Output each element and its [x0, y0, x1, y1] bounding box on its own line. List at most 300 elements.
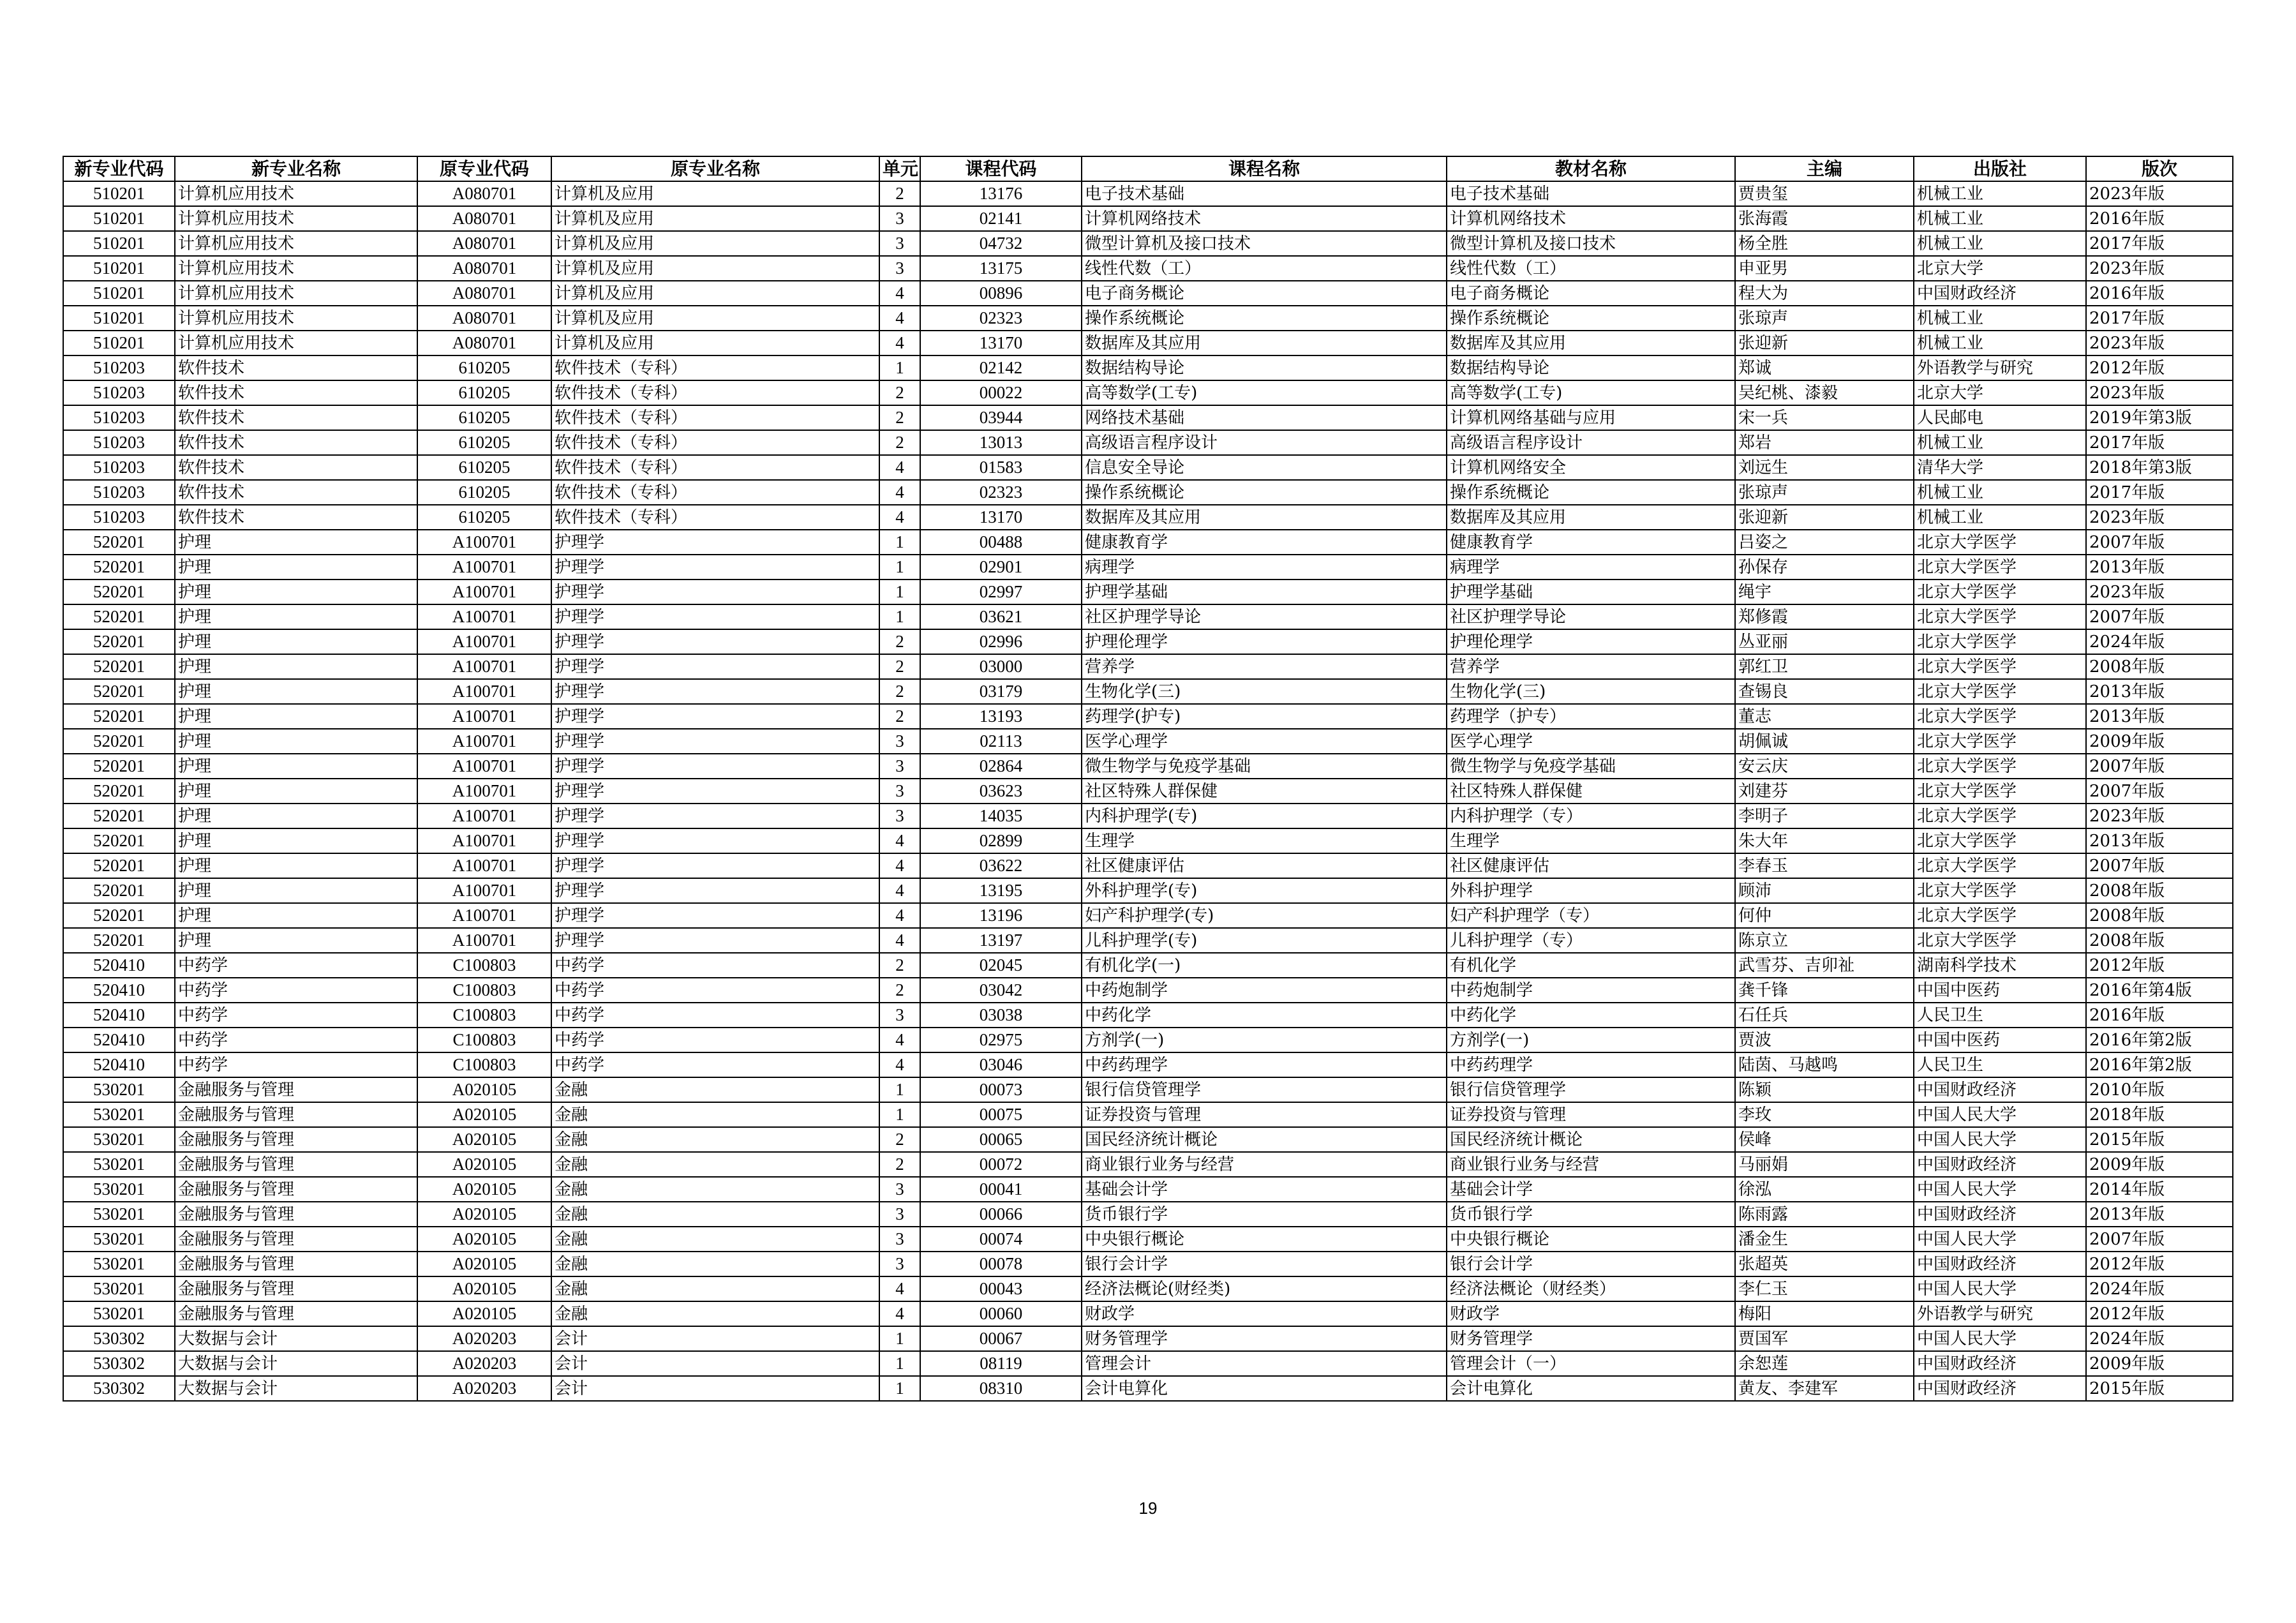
cell-editor: 申亚男: [1735, 256, 1914, 281]
cell-old-major-code: A100701: [417, 903, 551, 928]
cell-old-major-name: 护理学: [551, 654, 879, 679]
cell-old-major-code: 610205: [417, 455, 551, 480]
cell-publisher: 北京大学医学: [1914, 779, 2086, 804]
cell-textbook-name: 微型计算机及接口技术: [1447, 231, 1735, 256]
cell-course-name: 中央银行概论: [1082, 1227, 1447, 1252]
cell-unit: 4: [879, 331, 920, 355]
table-row: [63, 355, 2233, 380]
cell-publisher: 北京大学医学: [1914, 604, 2086, 629]
cell-new-major-code: 530201: [63, 1177, 175, 1202]
cell-new-major-name: 软件技术: [175, 505, 417, 530]
header-new-major-name: 新专业名称: [175, 156, 417, 181]
cell-publisher: 中国人民大学: [1914, 1227, 2086, 1252]
cell-course-name: 信息安全导论: [1082, 455, 1447, 480]
cell-old-major-code: A080701: [417, 181, 551, 206]
cell-course-code: 00043: [920, 1276, 1082, 1301]
table-row: [63, 604, 2233, 629]
cell-new-major-code: 530201: [63, 1102, 175, 1127]
cell-old-major-code: A100701: [417, 804, 551, 828]
cell-course-name: 商业银行业务与经营: [1082, 1152, 1447, 1177]
cell-course-name: 药理学(护专): [1082, 704, 1447, 729]
cell-unit: 4: [879, 1028, 920, 1052]
cell-old-major-name: 中药学: [551, 1028, 879, 1052]
cell-publisher: 北京大学医学: [1914, 903, 2086, 928]
cell-course-code: 13193: [920, 704, 1082, 729]
cell-old-major-code: A020203: [417, 1376, 551, 1401]
cell-publisher: 北京大学医学: [1914, 580, 2086, 604]
cell-new-major-code: 510201: [63, 306, 175, 331]
cell-textbook-name: 数据结构导论: [1447, 355, 1735, 380]
table-row: [63, 704, 2233, 729]
cell-editor: 郭红卫: [1735, 654, 1914, 679]
cell-old-major-name: 护理学: [551, 530, 879, 555]
cell-edition: 2017年版: [2086, 480, 2233, 505]
cell-textbook-name: 高等数学(工专): [1447, 380, 1735, 405]
cell-publisher: 北京大学医学: [1914, 729, 2086, 754]
cell-edition: 2017年版: [2086, 430, 2233, 455]
cell-editor: 武雪芬、吉卯祉: [1735, 953, 1914, 978]
cell-publisher: 北京大学医学: [1914, 530, 2086, 555]
cell-edition: 2016年第4版: [2086, 978, 2233, 1003]
cell-textbook-name: 医学心理学: [1447, 729, 1735, 754]
cell-edition: 2008年版: [2086, 654, 2233, 679]
cell-edition: 2023年版: [2086, 505, 2233, 530]
cell-textbook-name: 生物化学(三): [1447, 679, 1735, 704]
cell-new-major-code: 520201: [63, 878, 175, 903]
cell-course-code: 02864: [920, 754, 1082, 779]
cell-course-code: 00072: [920, 1152, 1082, 1177]
cell-new-major-name: 中药学: [175, 1052, 417, 1077]
cell-publisher: 人民邮电: [1914, 405, 2086, 430]
table-row: [63, 779, 2233, 804]
cell-new-major-code: 520201: [63, 704, 175, 729]
cell-editor: 董志: [1735, 704, 1914, 729]
cell-course-code: 04732: [920, 231, 1082, 256]
cell-old-major-code: A020105: [417, 1102, 551, 1127]
header-textbook-name: 教材名称: [1447, 156, 1735, 181]
cell-publisher: 中国中医药: [1914, 978, 2086, 1003]
cell-editor: 孙保存: [1735, 555, 1914, 580]
cell-course-code: 00488: [920, 530, 1082, 555]
cell-edition: 2007年版: [2086, 604, 2233, 629]
cell-textbook-name: 内科护理学（专）: [1447, 804, 1735, 828]
cell-new-major-code: 510201: [63, 331, 175, 355]
cell-old-major-name: 中药学: [551, 978, 879, 1003]
cell-old-major-code: A100701: [417, 754, 551, 779]
cell-editor: 刘远生: [1735, 455, 1914, 480]
cell-new-major-code: 510201: [63, 256, 175, 281]
cell-editor: 郑修霞: [1735, 604, 1914, 629]
cell-textbook-name: 社区健康评估: [1447, 853, 1735, 878]
cell-old-major-name: 计算机及应用: [551, 281, 879, 306]
cell-unit: 2: [879, 654, 920, 679]
table-row: [63, 455, 2233, 480]
cell-publisher: 北京大学医学: [1914, 804, 2086, 828]
cell-course-name: 中药药理学: [1082, 1052, 1447, 1077]
cell-textbook-name: 财政学: [1447, 1301, 1735, 1326]
cell-old-major-code: A020105: [417, 1077, 551, 1102]
cell-edition: 2012年版: [2086, 1252, 2233, 1276]
cell-unit: 3: [879, 256, 920, 281]
cell-textbook-name: 社区特殊人群保健: [1447, 779, 1735, 804]
table-row: [63, 405, 2233, 430]
cell-new-major-code: 520201: [63, 580, 175, 604]
cell-new-major-code: 520201: [63, 654, 175, 679]
cell-course-name: 中药化学: [1082, 1003, 1447, 1028]
cell-course-name: 妇产科护理学(专): [1082, 903, 1447, 928]
cell-editor: 李春玉: [1735, 853, 1914, 878]
cell-editor: 陈雨露: [1735, 1202, 1914, 1227]
table-row: [63, 430, 2233, 455]
cell-new-major-code: 520410: [63, 953, 175, 978]
cell-textbook-name: 管理会计（一）: [1447, 1351, 1735, 1376]
cell-old-major-code: 610205: [417, 355, 551, 380]
cell-textbook-name: 操作系统概论: [1447, 306, 1735, 331]
cell-edition: 2023年版: [2086, 580, 2233, 604]
cell-old-major-code: A100701: [417, 604, 551, 629]
cell-old-major-name: 软件技术（专科）: [551, 480, 879, 505]
cell-publisher: 中国财政经济: [1914, 1202, 2086, 1227]
cell-edition: 2023年版: [2086, 380, 2233, 405]
cell-unit: 4: [879, 928, 920, 953]
cell-new-major-name: 护理: [175, 903, 417, 928]
cell-new-major-name: 中药学: [175, 1003, 417, 1028]
cell-course-name: 内科护理学(专): [1082, 804, 1447, 828]
cell-old-major-code: A080701: [417, 231, 551, 256]
cell-old-major-code: C100803: [417, 1052, 551, 1077]
cell-edition: 2015年版: [2086, 1376, 2233, 1401]
cell-textbook-name: 操作系统概论: [1447, 480, 1735, 505]
cell-old-major-name: 护理学: [551, 555, 879, 580]
cell-publisher: 北京大学医学: [1914, 704, 2086, 729]
cell-new-major-code: 520410: [63, 1052, 175, 1077]
cell-new-major-code: 520201: [63, 928, 175, 953]
cell-old-major-name: 护理学: [551, 580, 879, 604]
cell-textbook-name: 电子商务概论: [1447, 281, 1735, 306]
cell-new-major-name: 计算机应用技术: [175, 181, 417, 206]
cell-editor: 刘建芬: [1735, 779, 1914, 804]
cell-old-major-code: A020105: [417, 1152, 551, 1177]
cell-old-major-code: A080701: [417, 331, 551, 355]
cell-unit: 1: [879, 355, 920, 380]
cell-old-major-name: 金融: [551, 1227, 879, 1252]
table-row: [63, 1052, 2233, 1077]
cell-publisher: 机械工业: [1914, 306, 2086, 331]
cell-new-major-name: 软件技术: [175, 455, 417, 480]
cell-new-major-name: 中药学: [175, 978, 417, 1003]
cell-unit: 2: [879, 679, 920, 704]
cell-old-major-name: 软件技术（专科）: [551, 455, 879, 480]
page-number: 19: [1138, 1499, 1158, 1518]
cell-publisher: 中国人民大学: [1914, 1177, 2086, 1202]
cell-edition: 2013年版: [2086, 555, 2233, 580]
cell-course-code: 00022: [920, 380, 1082, 405]
cell-editor: 李仁玉: [1735, 1276, 1914, 1301]
table-body: [63, 181, 2233, 1401]
cell-publisher: 清华大学: [1914, 455, 2086, 480]
cell-course-code: 02899: [920, 828, 1082, 853]
cell-course-name: 病理学: [1082, 555, 1447, 580]
cell-publisher: 北京大学医学: [1914, 555, 2086, 580]
cell-new-major-code: 530201: [63, 1077, 175, 1102]
cell-publisher: 外语教学与研究: [1914, 1301, 2086, 1326]
table-row: [63, 654, 2233, 679]
cell-course-name: 营养学: [1082, 654, 1447, 679]
cell-edition: 2016年第2版: [2086, 1052, 2233, 1077]
table-row: [63, 729, 2233, 754]
header-old-major-name: 原专业名称: [551, 156, 879, 181]
cell-course-name: 高级语言程序设计: [1082, 430, 1447, 455]
cell-new-major-code: 510203: [63, 355, 175, 380]
cell-textbook-name: 证券投资与管理: [1447, 1102, 1735, 1127]
cell-unit: 3: [879, 1202, 920, 1227]
cell-course-code: 02323: [920, 306, 1082, 331]
cell-new-major-code: 520410: [63, 1003, 175, 1028]
cell-edition: 2016年版: [2086, 281, 2233, 306]
cell-new-major-name: 护理: [175, 555, 417, 580]
cell-editor: 贾国军: [1735, 1326, 1914, 1351]
cell-editor: 朱大年: [1735, 828, 1914, 853]
cell-editor: 郑诚: [1735, 355, 1914, 380]
table-row: [63, 580, 2233, 604]
cell-new-major-name: 大数据与会计: [175, 1351, 417, 1376]
cell-new-major-code: 530201: [63, 1202, 175, 1227]
cell-new-major-code: 520201: [63, 903, 175, 928]
cell-old-major-name: 软件技术（专科）: [551, 505, 879, 530]
cell-editor: 潘金生: [1735, 1227, 1914, 1252]
cell-old-major-code: A100701: [417, 704, 551, 729]
cell-course-code: 03944: [920, 405, 1082, 430]
cell-course-code: 00073: [920, 1077, 1082, 1102]
cell-editor: 程大为: [1735, 281, 1914, 306]
cell-edition: 2013年版: [2086, 828, 2233, 853]
cell-textbook-name: 数据库及其应用: [1447, 505, 1735, 530]
cell-unit: 2: [879, 405, 920, 430]
cell-course-code: 03179: [920, 679, 1082, 704]
cell-unit: 4: [879, 1301, 920, 1326]
cell-edition: 2013年版: [2086, 679, 2233, 704]
cell-publisher: 北京大学: [1914, 256, 2086, 281]
cell-editor: 吴纪桃、漆毅: [1735, 380, 1914, 405]
cell-publisher: 机械工业: [1914, 206, 2086, 231]
cell-textbook-name: 高级语言程序设计: [1447, 430, 1735, 455]
cell-unit: 1: [879, 1376, 920, 1401]
cell-course-name: 网络技术基础: [1082, 405, 1447, 430]
cell-course-code: 00060: [920, 1301, 1082, 1326]
cell-unit: 4: [879, 480, 920, 505]
cell-unit: 4: [879, 903, 920, 928]
table-row: [63, 629, 2233, 654]
cell-publisher: 北京大学医学: [1914, 629, 2086, 654]
cell-course-name: 方剂学(一): [1082, 1028, 1447, 1052]
cell-new-major-code: 510203: [63, 430, 175, 455]
table-row: [63, 1276, 2233, 1301]
cell-editor: 龚千锋: [1735, 978, 1914, 1003]
cell-old-major-name: 会计: [551, 1351, 879, 1376]
cell-course-code: 02901: [920, 555, 1082, 580]
cell-old-major-code: A100701: [417, 828, 551, 853]
table-row: [63, 1227, 2233, 1252]
cell-publisher: 中国人民大学: [1914, 1102, 2086, 1127]
cell-new-major-code: 530201: [63, 1227, 175, 1252]
cell-new-major-name: 软件技术: [175, 355, 417, 380]
cell-old-major-name: 软件技术（专科）: [551, 430, 879, 455]
cell-editor: 徐泓: [1735, 1177, 1914, 1202]
header-publisher: 出版社: [1914, 156, 2086, 181]
cell-old-major-name: 护理学: [551, 704, 879, 729]
cell-unit: 2: [879, 430, 920, 455]
cell-unit: 4: [879, 306, 920, 331]
cell-old-major-name: 护理学: [551, 729, 879, 754]
cell-textbook-name: 营养学: [1447, 654, 1735, 679]
cell-editor: 贾贵玺: [1735, 181, 1914, 206]
cell-new-major-code: 530201: [63, 1301, 175, 1326]
cell-old-major-code: A020105: [417, 1227, 551, 1252]
cell-course-name: 健康教育学: [1082, 530, 1447, 555]
cell-new-major-code: 510201: [63, 181, 175, 206]
cell-old-major-name: 金融: [551, 1127, 879, 1152]
cell-edition: 2015年版: [2086, 1127, 2233, 1152]
cell-textbook-name: 中央银行概论: [1447, 1227, 1735, 1252]
cell-new-major-name: 护理: [175, 654, 417, 679]
cell-new-major-code: 510203: [63, 380, 175, 405]
cell-course-code: 00896: [920, 281, 1082, 306]
cell-textbook-name: 中药药理学: [1447, 1052, 1735, 1077]
cell-edition: 2023年版: [2086, 331, 2233, 355]
cell-new-major-code: 510203: [63, 455, 175, 480]
cell-old-major-name: 计算机及应用: [551, 256, 879, 281]
cell-unit: 2: [879, 1127, 920, 1152]
cell-new-major-code: 530201: [63, 1276, 175, 1301]
cell-old-major-name: 护理学: [551, 679, 879, 704]
cell-editor: 安云庆: [1735, 754, 1914, 779]
cell-course-code: 00067: [920, 1326, 1082, 1351]
cell-editor: 胡佩诚: [1735, 729, 1914, 754]
cell-edition: 2007年版: [2086, 754, 2233, 779]
cell-editor: 张琼声: [1735, 480, 1914, 505]
cell-old-major-code: A020203: [417, 1326, 551, 1351]
cell-course-name: 护理伦理学: [1082, 629, 1447, 654]
cell-new-major-code: 520201: [63, 804, 175, 828]
cell-old-major-code: A080701: [417, 281, 551, 306]
cell-edition: 2014年版: [2086, 1177, 2233, 1202]
cell-course-name: 微型计算机及接口技术: [1082, 231, 1447, 256]
cell-old-major-code: C100803: [417, 953, 551, 978]
cell-old-major-name: 护理学: [551, 629, 879, 654]
table-row: [63, 1326, 2233, 1351]
cell-course-name: 儿科护理学(专): [1082, 928, 1447, 953]
cell-course-code: 03623: [920, 779, 1082, 804]
cell-course-name: 财务管理学: [1082, 1326, 1447, 1351]
table-row: [63, 1252, 2233, 1276]
cell-course-code: 13170: [920, 505, 1082, 530]
cell-new-major-code: 520201: [63, 604, 175, 629]
cell-textbook-name: 健康教育学: [1447, 530, 1735, 555]
cell-course-name: 数据库及其应用: [1082, 331, 1447, 355]
cell-course-name: 社区护理学导论: [1082, 604, 1447, 629]
cell-textbook-name: 国民经济统计概论: [1447, 1127, 1735, 1152]
cell-unit: 3: [879, 804, 920, 828]
cell-new-major-code: 520201: [63, 555, 175, 580]
cell-course-name: 微生物学与免疫学基础: [1082, 754, 1447, 779]
cell-editor: 陈颖: [1735, 1077, 1914, 1102]
cell-old-major-name: 金融: [551, 1252, 879, 1276]
cell-unit: 1: [879, 555, 920, 580]
table-row: [63, 1077, 2233, 1102]
cell-textbook-name: 银行会计学: [1447, 1252, 1735, 1276]
cell-old-major-code: C100803: [417, 1028, 551, 1052]
cell-new-major-name: 计算机应用技术: [175, 306, 417, 331]
cell-new-major-name: 金融服务与管理: [175, 1202, 417, 1227]
cell-old-major-code: 610205: [417, 380, 551, 405]
table-row: [63, 1003, 2233, 1028]
header-edition: 版次: [2086, 156, 2233, 181]
cell-new-major-name: 软件技术: [175, 480, 417, 505]
cell-new-major-name: 护理: [175, 530, 417, 555]
cell-unit: 1: [879, 1102, 920, 1127]
table-row: [63, 181, 2233, 206]
cell-editor: 陆茵、马越鸣: [1735, 1052, 1914, 1077]
cell-unit: 2: [879, 1152, 920, 1177]
cell-edition: 2017年版: [2086, 306, 2233, 331]
cell-new-major-code: 530201: [63, 1152, 175, 1177]
cell-edition: 2016年版: [2086, 206, 2233, 231]
cell-course-code: 03046: [920, 1052, 1082, 1077]
cell-publisher: 中国财政经济: [1914, 1152, 2086, 1177]
cell-course-code: 00075: [920, 1102, 1082, 1127]
cell-textbook-name: 方剂学(一): [1447, 1028, 1735, 1052]
cell-unit: 4: [879, 281, 920, 306]
cell-old-major-code: A100701: [417, 580, 551, 604]
cell-course-code: 08310: [920, 1376, 1082, 1401]
cell-course-code: 02142: [920, 355, 1082, 380]
cell-new-major-code: 520201: [63, 853, 175, 878]
cell-course-name: 基础会计学: [1082, 1177, 1447, 1202]
cell-edition: 2012年版: [2086, 1301, 2233, 1326]
cell-old-major-name: 中药学: [551, 1003, 879, 1028]
cell-unit: 4: [879, 455, 920, 480]
table-row: [63, 928, 2233, 953]
cell-old-major-name: 软件技术（专科）: [551, 355, 879, 380]
cell-editor: 张超英: [1735, 1252, 1914, 1276]
cell-new-major-name: 护理: [175, 754, 417, 779]
cell-old-major-name: 金融: [551, 1301, 879, 1326]
cell-new-major-name: 计算机应用技术: [175, 206, 417, 231]
cell-editor: 马丽娟: [1735, 1152, 1914, 1177]
cell-course-name: 管理会计: [1082, 1351, 1447, 1376]
cell-course-name: 操作系统概论: [1082, 480, 1447, 505]
cell-old-major-name: 中药学: [551, 953, 879, 978]
cell-publisher: 机械工业: [1914, 480, 2086, 505]
cell-unit: 2: [879, 181, 920, 206]
cell-old-major-code: A020105: [417, 1127, 551, 1152]
cell-course-code: 00078: [920, 1252, 1082, 1276]
cell-old-major-code: A020105: [417, 1301, 551, 1326]
cell-publisher: 北京大学医学: [1914, 754, 2086, 779]
cell-edition: 2023年版: [2086, 804, 2233, 828]
cell-old-major-code: A080701: [417, 306, 551, 331]
cell-textbook-name: 数据库及其应用: [1447, 331, 1735, 355]
cell-old-major-code: C100803: [417, 1003, 551, 1028]
cell-course-name: 银行信贷管理学: [1082, 1077, 1447, 1102]
cell-edition: 2024年版: [2086, 1326, 2233, 1351]
table-row: [63, 1102, 2233, 1127]
cell-publisher: 机械工业: [1914, 505, 2086, 530]
cell-course-name: 银行会计学: [1082, 1252, 1447, 1276]
cell-course-name: 国民经济统计概论: [1082, 1127, 1447, 1152]
cell-new-major-name: 护理: [175, 828, 417, 853]
cell-textbook-name: 妇产科护理学（专）: [1447, 903, 1735, 928]
